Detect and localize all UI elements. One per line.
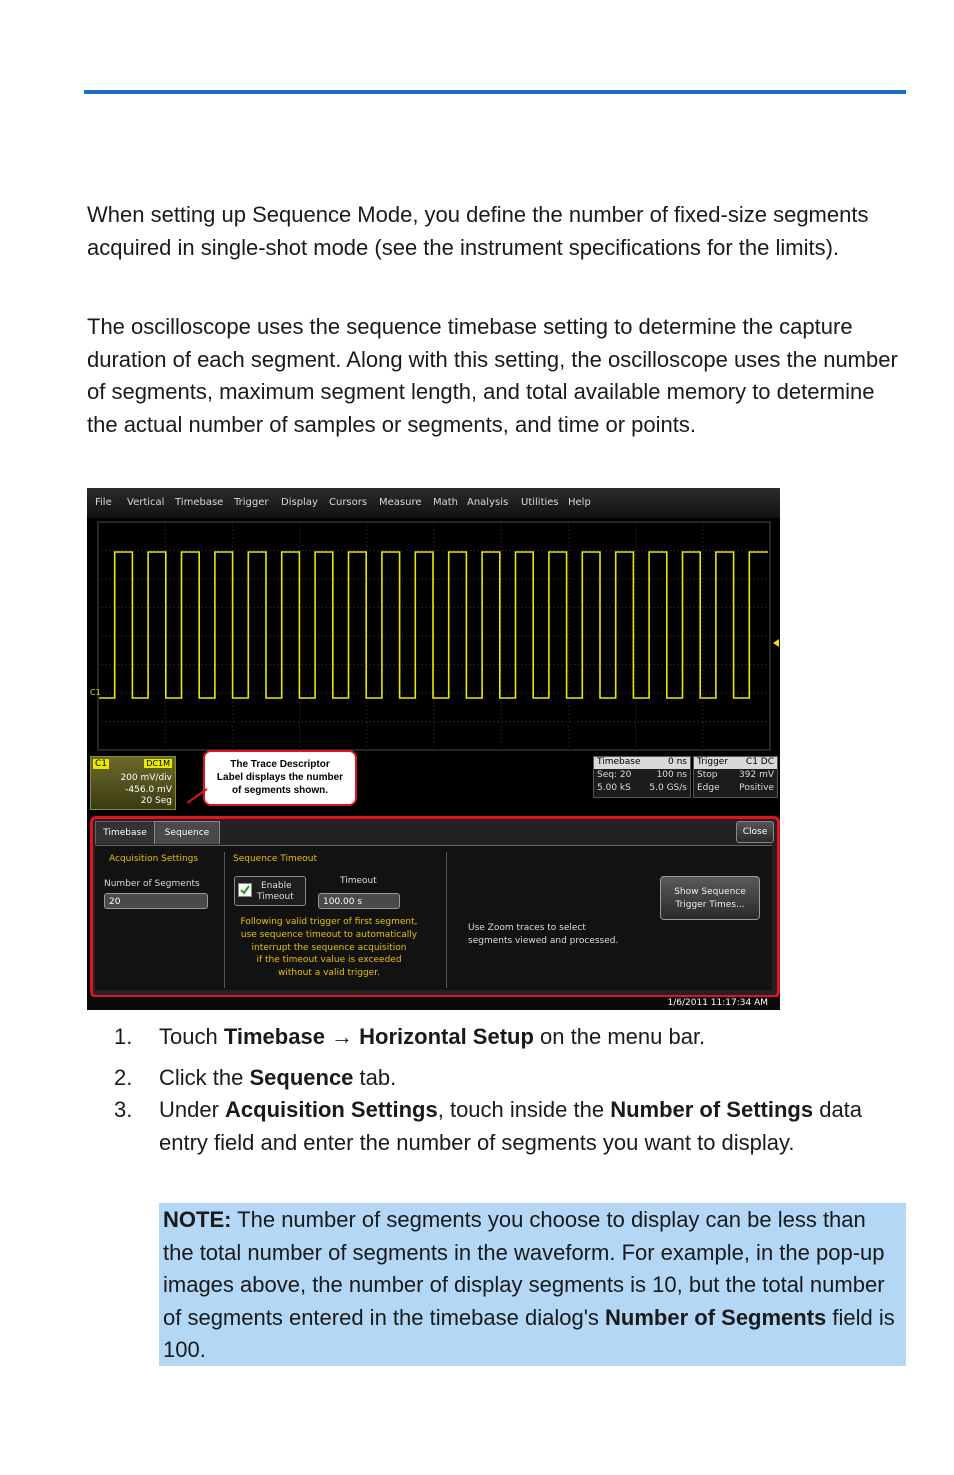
show-button-line-2: Trigger Times...: [675, 900, 745, 910]
intro-paragraph: When setting up Sequence Mode, you define the number of fixed-size segments acquired in single-shot mode (see the instrument specifications for the limits).: [87, 202, 869, 260]
enable-timeout-checkbox[interactable]: [238, 883, 252, 897]
timebase-paragraph: The oscilloscope uses the sequence timebase setting to determine the capture duration of each segment. Along with this setting, the oscilloscope uses the number of segments, maximum segment length, and total available memory to determine the actual number of samples or segments, and time or points.: [87, 314, 898, 437]
status-bar: [87, 997, 780, 1010]
trigger-title: Trigger: [697, 757, 729, 767]
tab-timebase[interactable]: Timebase: [95, 821, 155, 844]
callout-line-2: Label displays the number: [216, 772, 344, 783]
menu-cursors[interactable]: Cursors: [329, 497, 368, 508]
enable-label-1: Enable: [261, 881, 292, 891]
timeout-note-line-2: use sequence timeout to automatically: [240, 929, 418, 940]
timebase-delay: 0 ns: [668, 757, 687, 767]
timeout-note: [229, 916, 429, 980]
descriptor-segments: 20 Seg: [140, 796, 172, 806]
note-bold: Number of Segments: [605, 1304, 827, 1330]
menu-utilities[interactable]: Utilities: [521, 497, 559, 508]
descriptor-channel: C1: [95, 759, 108, 769]
separator-2: [446, 852, 447, 988]
menu-file[interactable]: File: [95, 497, 112, 508]
descriptor-vdiv: 200 mV/div: [120, 773, 172, 783]
timeout-note-line-5: without a valid trigger.: [278, 968, 380, 979]
timebase-time-div: 100 ns: [656, 770, 687, 780]
timebase-dialog: [90, 816, 780, 998]
timebase-rate: 5.0 GS/s: [649, 783, 687, 793]
callout-line-3: of segments shown.: [231, 785, 329, 796]
callout-line-1: The Trace Descriptor: [230, 759, 330, 770]
trigger-level: 392 mV: [739, 770, 774, 780]
timeout-field[interactable]: 100.00 s: [318, 893, 400, 909]
note-text: The number of segments you choose to display can be less than the total number of segments in the waveform. For example, in the pop-up images above, the number of display segments is 10, but the total number of segments entered in the timebase dialog's: [163, 1207, 885, 1330]
timebase-samples: 5.00 kS: [597, 783, 631, 793]
acquisition-settings-title: Acquisition Settings: [109, 854, 199, 864]
trigger-mode: Stop: [697, 770, 718, 780]
menu-trigger[interactable]: Trigger: [234, 497, 269, 508]
trace-descriptor-callout: [203, 750, 357, 806]
note-end: field is 100.: [163, 1304, 895, 1362]
timeout-label: Timeout: [340, 876, 377, 886]
note-box: [159, 1203, 906, 1366]
note-label: NOTE:: [163, 1207, 232, 1232]
trigger-badge: C1 DC: [745, 757, 774, 767]
trigger-descriptor[interactable]: [693, 756, 778, 798]
timeout-note-line-4: if the timeout value is exceeded: [256, 955, 402, 966]
step-2-number: 2.: [114, 1065, 133, 1090]
timeout-note-line-3: interrupt the sequence acquisition: [251, 942, 407, 953]
show-sequence-trigger-times-button[interactable]: [660, 876, 760, 920]
timebase-descriptor[interactable]: [593, 756, 691, 798]
trigger-level-arrow: [773, 639, 779, 647]
menu-display[interactable]: Display: [281, 497, 318, 508]
menu-help[interactable]: Help: [568, 497, 591, 508]
trace-descriptor-label[interactable]: [90, 756, 176, 810]
oscilloscope-screenshot: [87, 488, 780, 1010]
step-3-text: Under Acquisition Settings, touch inside the Number of Settings data entry field and enter the number of segments you want to display.: [159, 1097, 863, 1155]
descriptor-offset: -456.0 mV: [125, 785, 172, 795]
descriptor-coupling: DC1M: [146, 759, 170, 768]
timeout-note-line-1: Following valid trigger of first segment,: [240, 917, 418, 927]
waveform-grid: [87, 518, 780, 754]
separator-1: [224, 852, 225, 988]
status-timestamp: 1/6/2011 11:17:34 AM: [667, 998, 768, 1008]
step-1-text: Touch Timebase → Horizontal Setup on the menu bar.: [159, 1024, 706, 1049]
menu-analysis[interactable]: Analysis: [467, 497, 509, 508]
sequence-timeout-title: Sequence Timeout: [233, 854, 318, 864]
checkmark-icon: [239, 884, 251, 896]
trigger-slope: Positive: [739, 783, 774, 793]
tab-sequence[interactable]: Sequence: [154, 821, 220, 844]
close-button[interactable]: Close: [736, 821, 774, 843]
zoom-note-line-2: segments viewed and processed.: [468, 936, 619, 946]
step-1-number: 1.: [114, 1024, 133, 1049]
num-segments-field[interactable]: 20: [104, 893, 208, 909]
scope-menu-bar: [87, 488, 780, 518]
menu-timebase[interactable]: Timebase: [175, 497, 224, 508]
num-segments-label: Number of Segments: [104, 879, 200, 889]
menu-measure[interactable]: Measure: [379, 497, 422, 508]
step-3-number: 3.: [114, 1097, 133, 1122]
trigger-type: Edge: [697, 783, 720, 793]
enable-timeout-toggle[interactable]: [234, 876, 306, 906]
menu-math[interactable]: Math: [433, 497, 459, 508]
c1-ground-marker: C1: [90, 688, 101, 697]
zoom-note-line-1: Use Zoom traces to select: [468, 923, 586, 933]
enable-label-2: Timeout: [257, 892, 294, 902]
header-rule: [84, 90, 906, 94]
c1-trace: [99, 552, 768, 698]
timebase-seq: Seq: 20: [597, 770, 632, 780]
show-button-line-1: Show Sequence: [674, 887, 746, 897]
sequence-panel: [95, 845, 772, 990]
timebase-title: Timebase: [597, 757, 641, 767]
step-2-text: Click the Sequence tab.: [159, 1065, 397, 1090]
menu-vertical[interactable]: Vertical: [127, 497, 165, 508]
